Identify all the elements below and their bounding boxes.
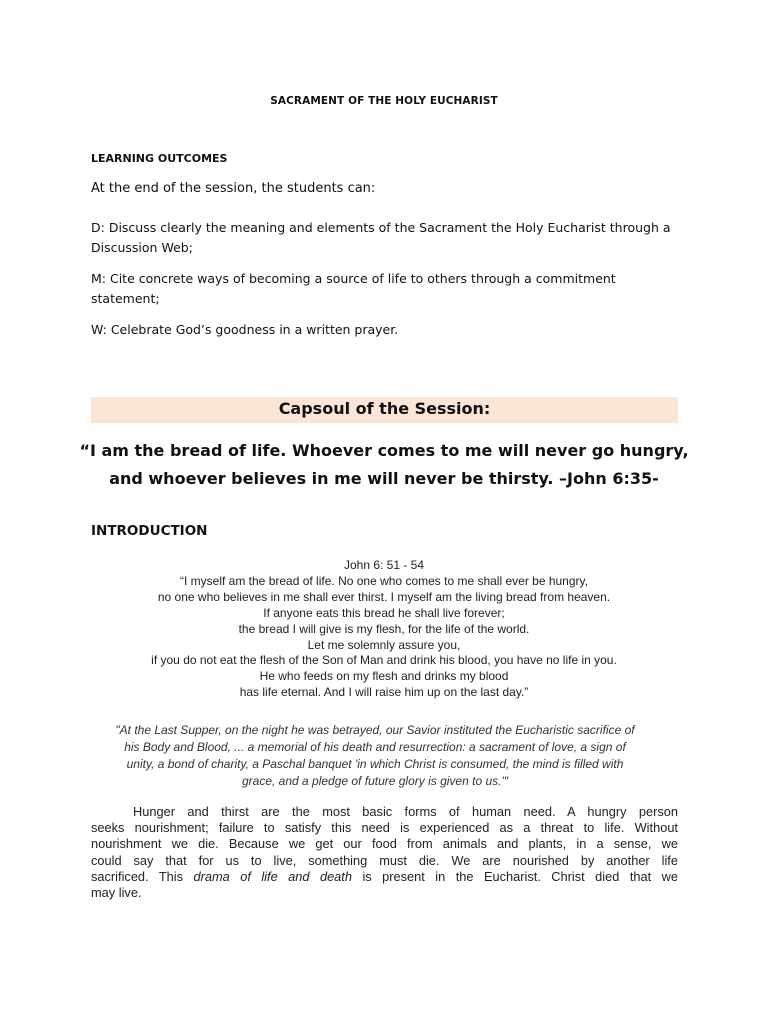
outcome-text: Discuss clearly the meaning and elements of the Sacrament the Holy Eucharist through a [104,220,671,235]
paragraph-line: seeks nourishment; failure to satisfy this need is experienced as a threat to life. Without [91,820,678,836]
outcome-d [91,218,691,258]
catechism-quote-line: unity, a bond of charity, a Paschal banquet 'in which Christ is consumed, the mind is filled with [126,757,624,771]
outcome-code: W: [91,322,107,337]
capsoul-title: Capsoul of the Session: [278,399,491,418]
outcome-text: Cite concrete ways of becoming a source of life to others through a commitment [106,271,616,286]
outcome-text-continued: statement; [91,291,160,306]
catechism-quote-line: his Body and Blood, ... a memorial of his death and resurrection: a sacrament of love, a sign of [124,740,626,754]
paragraph-line: may live. [91,885,142,901]
paragraph-text: Hunger and thirst are the most basic forms of human need. A hungry person [133,804,678,819]
capsoul-quote-line-2: and whoever believes in me will never be thirsty. –John 6:35- [109,469,659,488]
outcome-text-continued: Discussion Web; [91,240,193,255]
paragraph-line [91,804,678,820]
paragraph-text: sacrificed. This [91,868,194,884]
learning-outcomes-intro: At the end of the session, the students can: [91,181,376,196]
introduction-paragraph [91,804,678,901]
outcome-text: Celebrate God’s goodness in a written prayer. [106,322,399,337]
scripture-reference: John 6: 51 - 54 [343,558,425,572]
scripture-line: has life eternal. And I will raise him up on the last day.” [239,685,529,700]
catechism-quote [70,722,680,790]
outcome-code: D: [91,220,105,235]
outcome-w [91,320,691,340]
scripture-passage [40,558,728,701]
scripture-line: If anyone eats this bread he shall live forever; [263,605,505,620]
learning-outcomes-heading: LEARNING OUTCOMES [91,152,228,165]
scripture-line: no one who believes in me shall ever thirst. I myself am the living bread from heaven. [157,589,611,604]
scripture-line: the bread I will give is my flesh, for the life of the world. [238,621,530,636]
document-title: SACRAMENT OF THE HOLY EUCHARIST [270,95,498,107]
paragraph-line [91,869,678,885]
scripture-line: if you do not eat the flesh of the Son of Man and drink his blood, you have no life in you. [151,653,617,668]
outcome-m [91,269,691,309]
capsoul-quote-line-1: “I am the bread of life. Whoever comes to me will never go hungry, [79,441,689,460]
catechism-quote-line: "At the Last Supper, on the night he was betrayed, our Savior instituted the Eucharistic sacrifice of [115,723,635,737]
paragraph-line: could say that for us to live, something must die. We are nourished by another life [91,852,678,868]
scripture-line: “I myself am the bread of life. No one who comes to me shall ever be hungry, [180,573,588,588]
introduction-heading: INTRODUCTION [91,523,208,539]
outcome-code: M: [91,271,106,286]
paragraph-line: nourishment we die. Because we get our food from animals and plants, in a sense, we [91,836,678,852]
scripture-line: He who feeds on my flesh and drinks my blood [259,669,509,684]
catechism-quote-line: grace, and a pledge of future glory is given to us.'" [241,774,509,788]
scripture-line: Let me solemnly assure you, [307,637,461,652]
paragraph-emphasis: drama of life and death [193,868,352,884]
paragraph-text: is present in the Eucharist. Christ died that we [351,868,678,884]
